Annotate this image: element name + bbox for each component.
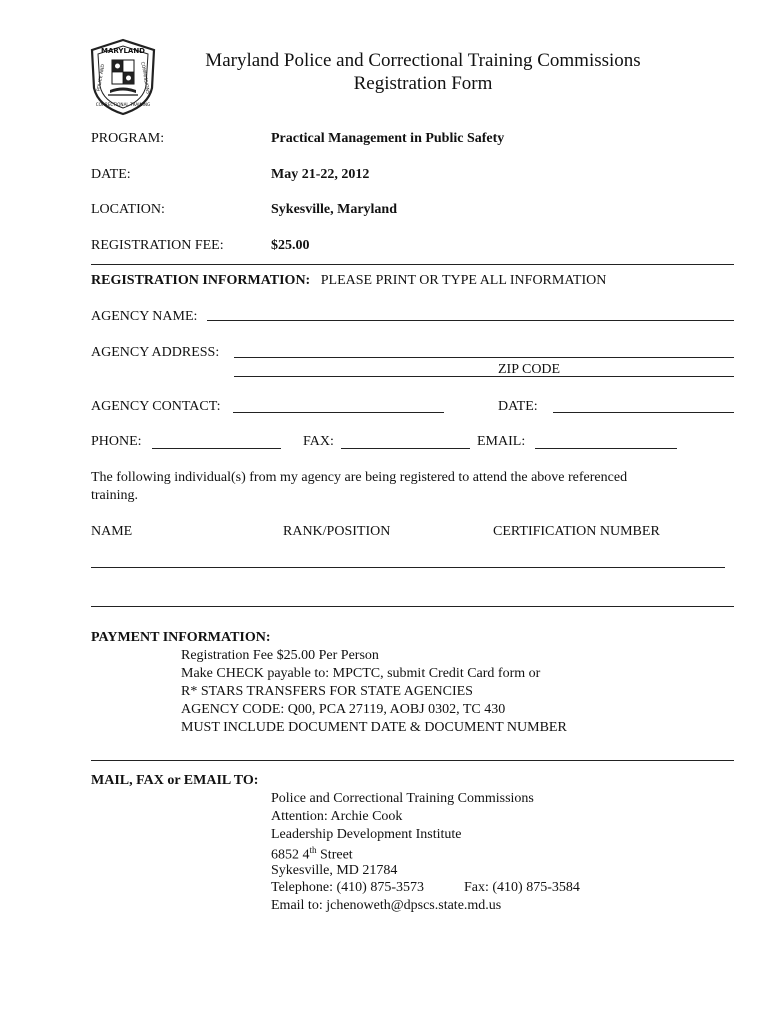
contact-date-label: DATE: <box>498 399 538 414</box>
payment-line: AGENCY CODE: Q00, PCA 27119, AOBJ 0302, TC 430 <box>181 702 506 717</box>
payment-heading: PAYMENT INFORMATION: <box>91 630 271 645</box>
form-title: Maryland Police and Correctional Training Commissions <box>205 50 641 71</box>
location-label: LOCATION: <box>91 202 165 217</box>
agency-address-label: AGENCY ADDRESS: <box>91 345 220 360</box>
attendee-row-1-field[interactable] <box>91 567 725 568</box>
phone-label: PHONE: <box>91 434 142 449</box>
mail-heading: MAIL, FAX or EMAIL TO: <box>91 773 259 788</box>
attendee-row-2-field[interactable] <box>91 606 734 607</box>
mail-street: 6852 4th Street <box>271 845 353 863</box>
mail-telephone: Telephone: (410) 875-3573 <box>271 880 424 895</box>
agency-name-label: AGENCY NAME: <box>91 309 198 324</box>
mail-email: Email to: jchenoweth@dpscs.state.md.us <box>271 898 502 913</box>
mail-org: Police and Correctional Training Commissions <box>271 791 534 806</box>
email-label: EMAIL: <box>477 434 526 449</box>
payment-line: Registration Fee $25.00 Per Person <box>181 648 379 663</box>
registration-heading-row <box>91 273 606 289</box>
statement-line-1: The following individual(s) from my agency are being registered to attend the above referenced <box>91 470 628 485</box>
contact-date-field[interactable] <box>553 412 734 413</box>
mail-attention: Attention: Archie Cook <box>271 809 403 824</box>
zip-code-label: ZIP CODE <box>498 362 561 377</box>
program-value: Practical Management in Public Safety <box>271 131 505 146</box>
registration-heading: REGISTRATION INFORMATION: <box>91 273 311 288</box>
svg-text:MARYLAND: MARYLAND <box>100 47 146 55</box>
column-name: NAME <box>91 524 133 539</box>
phone-field[interactable] <box>152 448 281 449</box>
payment-line: MUST INCLUDE DOCUMENT DATE & DOCUMENT NUMBER <box>181 720 567 735</box>
statement-line-2: training. <box>91 488 139 503</box>
divider <box>91 760 734 761</box>
agency-address-line2-field[interactable] <box>234 376 734 377</box>
location-value: Sykesville, Maryland <box>271 202 398 217</box>
svg-text:COMMISSIONS: COMMISSIONS <box>139 61 150 95</box>
agency-contact-field[interactable] <box>233 412 444 413</box>
mail-city: Sykesville, MD 21784 <box>271 863 398 878</box>
fee-value: $25.00 <box>271 238 310 253</box>
column-certification-number: CERTIFICATION NUMBER <box>493 524 660 539</box>
agency-contact-label: AGENCY CONTACT: <box>91 399 221 414</box>
date-label: DATE: <box>91 167 131 182</box>
svg-text:CORRECTIONAL TRAINING: CORRECTIONAL TRAINING <box>95 102 151 107</box>
fee-label: REGISTRATION FEE: <box>91 238 224 253</box>
mail-institute: Leadership Development Institute <box>271 827 462 842</box>
date-value: May 21-22, 2012 <box>271 167 370 182</box>
form-subtitle: Registration Form <box>353 73 493 94</box>
svg-text:POLICE AND: POLICE AND <box>96 63 107 92</box>
agency-name-field[interactable] <box>207 320 734 321</box>
column-rank-position: RANK/POSITION <box>283 524 391 539</box>
fax-label: FAX: <box>303 434 334 449</box>
payment-line: Make CHECK payable to: MPCTC, submit Credit Card form or <box>181 666 541 681</box>
registration-instruction: PLEASE PRINT OR TYPE ALL INFORMATION <box>320 273 607 288</box>
divider <box>91 264 734 265</box>
fax-field[interactable] <box>341 448 470 449</box>
email-field[interactable] <box>535 448 677 449</box>
mail-fax: Fax: (410) 875-3584 <box>464 880 580 895</box>
program-label: PROGRAM: <box>91 131 165 146</box>
agency-address-field[interactable] <box>234 357 734 358</box>
payment-line: R* STARS TRANSFERS FOR STATE AGENCIES <box>181 684 473 699</box>
